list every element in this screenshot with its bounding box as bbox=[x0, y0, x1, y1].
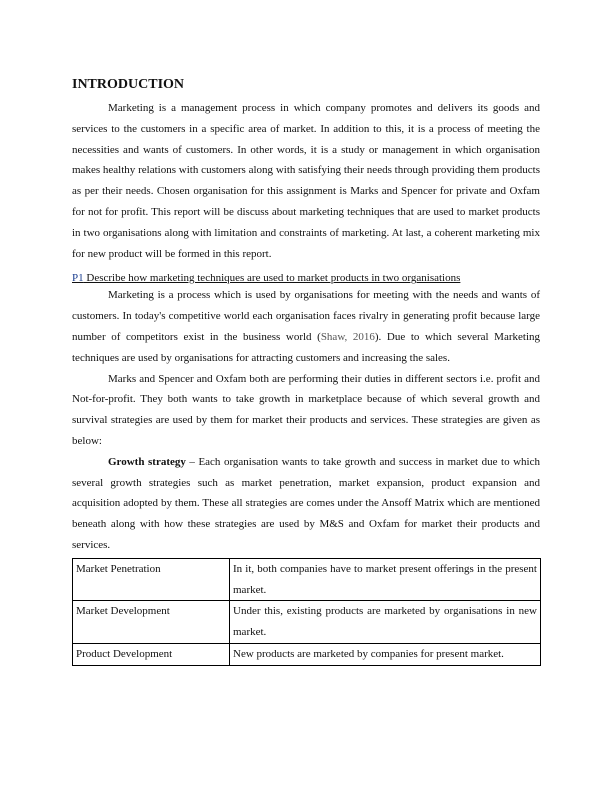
growth-strategy-text: – Each organisation wants to take growth and success in market due to which several growth strategies such as market penetration, market expansion, product expansion and acquisition adopted by them. These all strategies are comes under the Ansoff Matrix which are mentioned beneath along with how these strategies are used by M&S and Oxfam for market their products and services. bbox=[72, 455, 540, 551]
section-title-text: Describe how marketing techniques are used to market products in two organisations bbox=[83, 272, 461, 285]
strategy-cell: Market Development bbox=[73, 601, 230, 644]
intro-paragraph: Marketing is a management process in which company promotes and delivers its goods and services to the customers in a specific area of market. In addition to this, it is a process of meeting the necessities and wants of customers. In other words, it is a study or management in which organisation makes healthy relations with customers along with satisfying their needs through providing them products as per their needs. Chosen organisation for this assignment is Marks and Spencer for private and Oxfam for not for profit. This report will be discuss about marketing techniques that are used to market products in two organisations along with limitation and constraints of marketing. At last, a coherent marketing mix for new product will be formed in this report. bbox=[72, 102, 540, 260]
table-row bbox=[73, 601, 541, 644]
citation: Shaw, 2016 bbox=[320, 330, 375, 343]
description-cell: In it, both companies have to market present offerings in the present market. bbox=[230, 558, 541, 601]
marketing-process-paragraph bbox=[72, 285, 540, 368]
sectors-paragraph: Marks and Spencer and Oxfam both are performing their duties in different sectors i.e. profit and Not-for-profit. They both wants to take growth in marketplace because of which several growth and survival strategies are used by them for market their products and services. These strategies are given as below: bbox=[72, 372, 540, 447]
table-row bbox=[73, 643, 541, 665]
strategy-cell: Market Penetration bbox=[73, 558, 230, 601]
table-row bbox=[73, 558, 541, 601]
growth-strategy-lead: Growth strategy bbox=[108, 455, 186, 468]
section-p1-title bbox=[72, 271, 540, 285]
description-cell: New products are marketed by companies for present market. bbox=[230, 643, 541, 665]
strategy-cell: Product Development bbox=[73, 643, 230, 665]
description-cell: Under this, existing products are marketed by organisations in new market. bbox=[230, 601, 541, 644]
ansoff-matrix-table bbox=[72, 558, 541, 666]
section-ref-link[interactable]: P1 bbox=[72, 272, 84, 285]
para1-text-after: ). Due to which several Marketing techniques are used by organisations for attracting customers and increasing the sales. bbox=[72, 330, 540, 364]
introduction-heading: INTRODUCTION bbox=[72, 77, 185, 92]
document-page bbox=[72, 76, 540, 666]
growth-strategy-paragraph bbox=[72, 452, 540, 556]
para1-text-before: Marketing is a process which is used by organisations for meeting with the needs and wants of customers. In today's competitive world each organisation faces rivalry in generating profit because large number of competitors exist in the business world ( bbox=[72, 289, 540, 343]
